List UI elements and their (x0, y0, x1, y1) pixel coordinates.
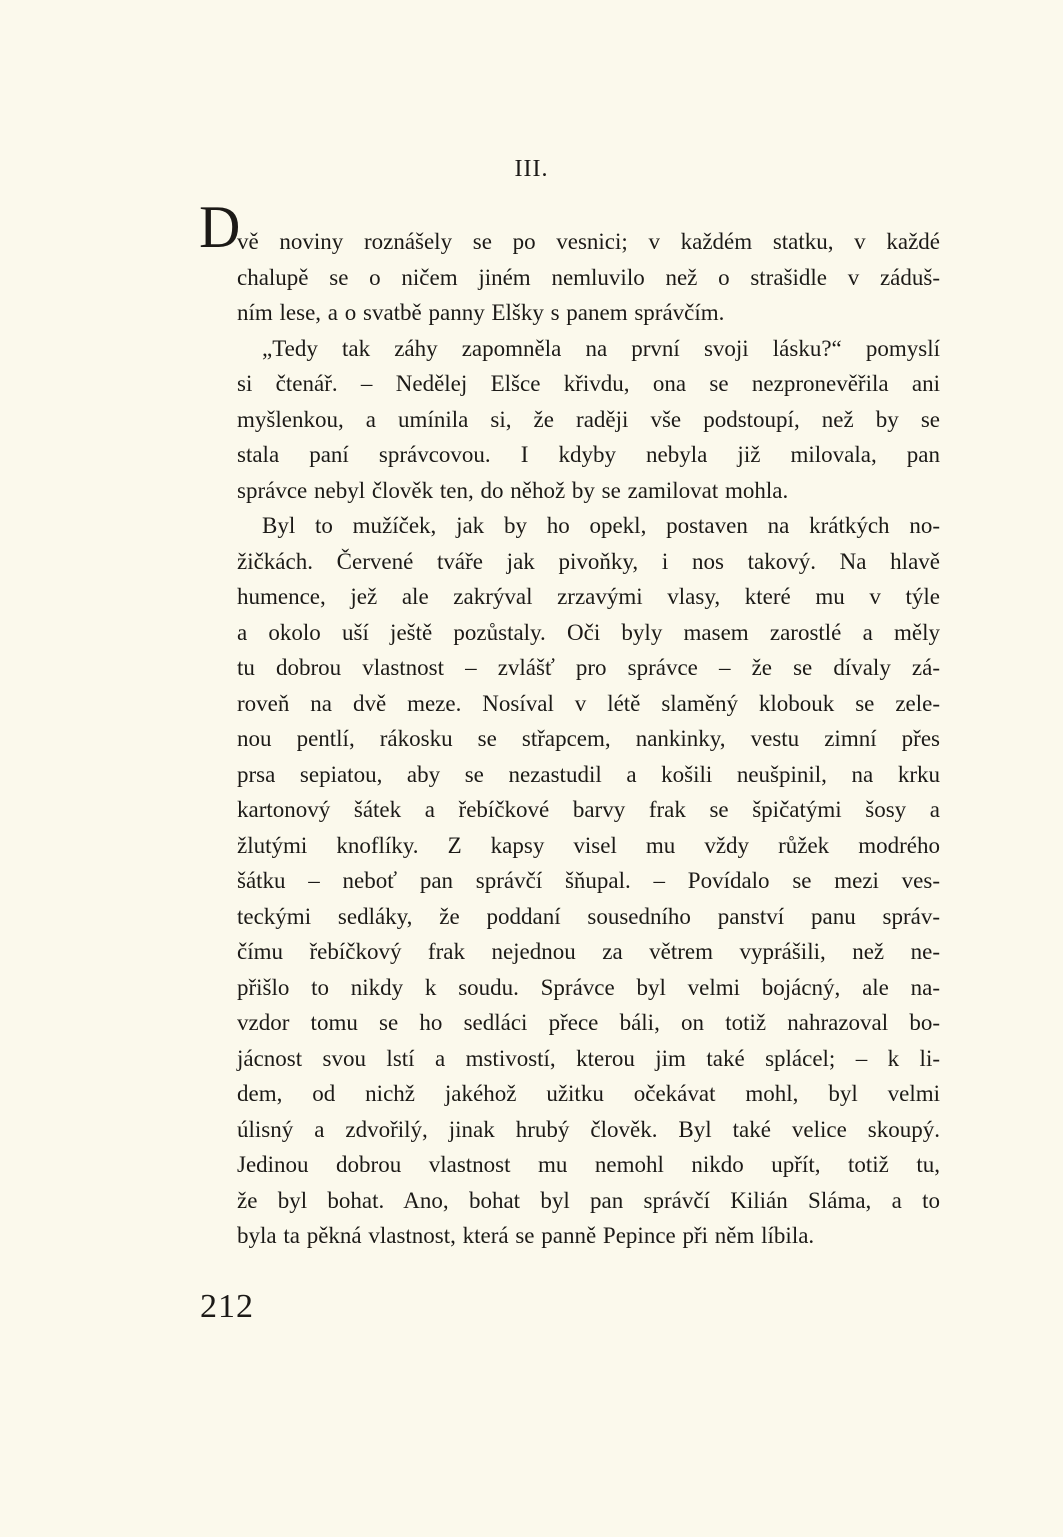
text-line: správce nebyl člověk ten, do něhož by se zamilovat mohla. (237, 477, 789, 503)
drop-cap: D (199, 194, 241, 260)
text-line: Jedinou dobrou vlastnost mu nemohl nikdo upřít, totiž tu, (237, 1152, 940, 1177)
text-line: vě noviny roznášely se po vesnici; v každém statku, v každé (237, 229, 940, 254)
text-line: byla ta pěkná vlastnost, která se panně Pepince při něm líbila. (237, 1223, 815, 1248)
page-number: 212 (200, 1288, 254, 1325)
text-line: úlisný a zdvořilý, jinak hrubý člověk. Byl také velice skoupý. (237, 1116, 940, 1142)
text-line: roveň na dvě meze. Nosíval v létě slaměný klobouk se zele- (237, 690, 940, 716)
text-line: kartonový šátek a řebíčkové barvy frak se špičatými šosy a (237, 797, 940, 822)
chapter-heading: III. (514, 156, 549, 182)
text-line: nou pentlí, rákosku se střapcem, nankinky, vestu zimní přes (237, 726, 940, 751)
text-line: dem, od nichž jakéhož užitku očekávat mohl, byl velmi (237, 1081, 940, 1106)
text-line: vzdor tomu se ho sedláci přece báli, on totiž nahrazoval bo- (237, 1010, 940, 1035)
text-line: prsa sepiatou, aby se nezastudil a košili neušpinil, na krku (237, 761, 940, 787)
text-line: „Tedy tak záhy zapomněla na první svoji lásku?“ pomyslí (262, 335, 940, 361)
text-line: Byl to mužíček, jak by ho opekl, postaven na krátkých no- (262, 513, 940, 538)
body-text (237, 224, 940, 1254)
text-line: a okolo uší ještě pozůstaly. Oči byly masem zarostlé a měly (237, 619, 940, 645)
text-line: jácnost svou lstí a mstivostí, kterou jim také splácel; – k li- (237, 1045, 940, 1071)
text-line: čímu řebíčkový frak nejednou za větrem vyprášili, než ne- (237, 939, 940, 964)
text-line: humence, jež ale zakrýval zrzavými vlasy, které mu v týle (237, 584, 940, 609)
text-line: šátku – neboť pan správčí šňupal. – Povídalo se mezi ves- (237, 868, 940, 893)
text-line: chalupě se o ničem jiném nemluvilo než o strašidle v záduš- (237, 264, 940, 290)
text-line: myšlenkou, a umínila si, že raději vše podstoupí, než by se (237, 406, 940, 432)
text-line: si čtenář. – Nedělej Elšce křivdu, ona se nezpronevěřila ani (237, 371, 940, 396)
text-line: přišlo to nikdy k soudu. Správce byl velmi bojácný, ale na- (237, 974, 940, 1000)
text-line: že byl bohat. Ano, bohat byl pan správčí Kilián Sláma, a to (237, 1187, 940, 1213)
text-line: ním lese, a o svatbě panny Elšky s panem správčím. (237, 300, 725, 325)
text-line: žičkách. Červené tváře jak pivoňky, i nos takový. Na hlavě (237, 548, 940, 574)
text-line: žlutými knoflíky. Z kapsy visel mu vždy růžek modrého (237, 832, 940, 858)
text-line: tu dobrou vlastnost – zvlášť pro správce – že se dívaly zá- (237, 655, 940, 680)
text-line: teckými sedláky, že poddaní sousedního panství panu správ- (237, 903, 940, 929)
text-line: stala paní správcovou. I kdyby nebyla již milovala, pan (237, 442, 940, 467)
